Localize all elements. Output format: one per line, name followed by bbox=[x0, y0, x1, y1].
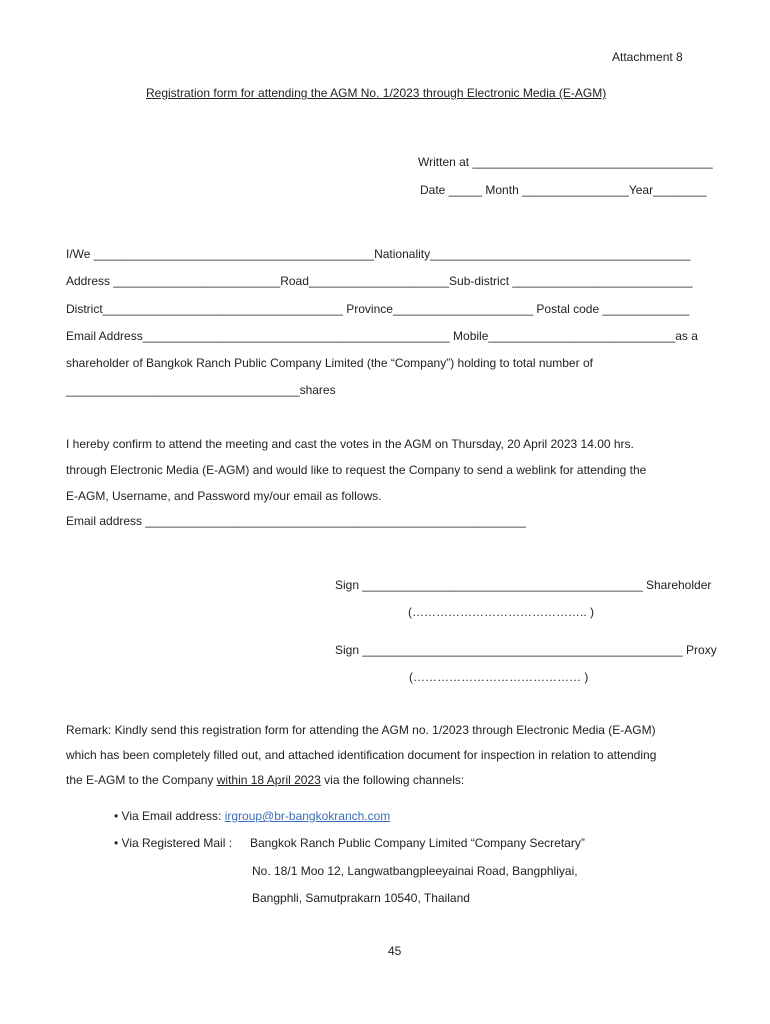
shareholder-signature-field[interactable]: Sign __________________________________________ Shareholder bbox=[335, 578, 712, 592]
mail-address-line: Bangkok Ranch Public Company Limited “Company Secretary” bbox=[250, 836, 585, 850]
page-title: Registration form for attending the AGM No. 1/2023 through Electronic Media (E-AGM) bbox=[146, 86, 607, 100]
shareholder-statement: shareholder of Bangkok Ranch Public Company Limited (the “Company”) holding to total number of bbox=[66, 356, 593, 370]
shares-field[interactable]: ___________________________________shares bbox=[66, 383, 336, 397]
email-link[interactable]: irgroup@br-bangkokranch.com bbox=[224, 809, 391, 823]
mail-channel-label: • Via Registered Mail : bbox=[114, 836, 233, 850]
confirmation-text: through Electronic Media (E-AGM) and would like to request the Company to send a weblink for attending the bbox=[66, 463, 647, 477]
address-field[interactable]: Address _________________________Road_____________________Sub-district ___________________________ bbox=[66, 274, 693, 288]
remark-text: which has been completely filled out, and attached identification document for inspection in relation to attending bbox=[66, 748, 657, 762]
shareholder-name-field[interactable]: (…………………………………….. ) bbox=[408, 605, 594, 619]
remark-suffix: via the following channels: bbox=[320, 773, 465, 787]
email-channel-label: • Via Email address: bbox=[114, 809, 225, 823]
email-channel bbox=[114, 809, 390, 823]
mail-address-line: No. 18/1 Moo 12, Langwatbangpleeyainai Road, Bangphliyai, bbox=[252, 864, 578, 878]
proxy-signature-field[interactable]: Sign ________________________________________________ Proxy bbox=[335, 643, 717, 657]
remark-text bbox=[66, 773, 464, 787]
date-field[interactable]: Date _____ Month ________________Year________ bbox=[420, 183, 707, 197]
confirmation-text: E-AGM, Username, and Password my/our email as follows. bbox=[66, 489, 382, 503]
proxy-name-field[interactable]: (…………………………………… ) bbox=[409, 670, 589, 684]
confirmation-text: I hereby confirm to attend the meeting and cast the votes in the AGM on Thursday, 20 April 2023 14.00 hrs. bbox=[66, 437, 634, 451]
email-mobile-field[interactable]: Email Address______________________________________________ Mobile____________________________as a bbox=[66, 329, 698, 343]
email-address-field[interactable]: Email address _________________________________________________________ bbox=[66, 514, 526, 528]
remark-prefix: the E-AGM to the Company bbox=[66, 773, 217, 787]
mail-address-line: Bangphli, Samutprakarn 10540, Thailand bbox=[252, 891, 470, 905]
page-number: 45 bbox=[388, 944, 402, 958]
attachment-label: Attachment 8 bbox=[612, 50, 683, 64]
remark-text: Remark: Kindly send this registration form for attending the AGM no. 1/2023 through Electronic Media (E-AGM) bbox=[66, 723, 656, 737]
deadline-text: within 18 April 2023 bbox=[216, 773, 321, 787]
district-field[interactable]: District____________________________________ Province_____________________ Postal code _____________ bbox=[66, 302, 690, 316]
written-at-field[interactable]: Written at ____________________________________ bbox=[418, 155, 713, 169]
name-nationality-field[interactable]: I/We __________________________________________Nationality_______________________________________ bbox=[66, 247, 691, 261]
